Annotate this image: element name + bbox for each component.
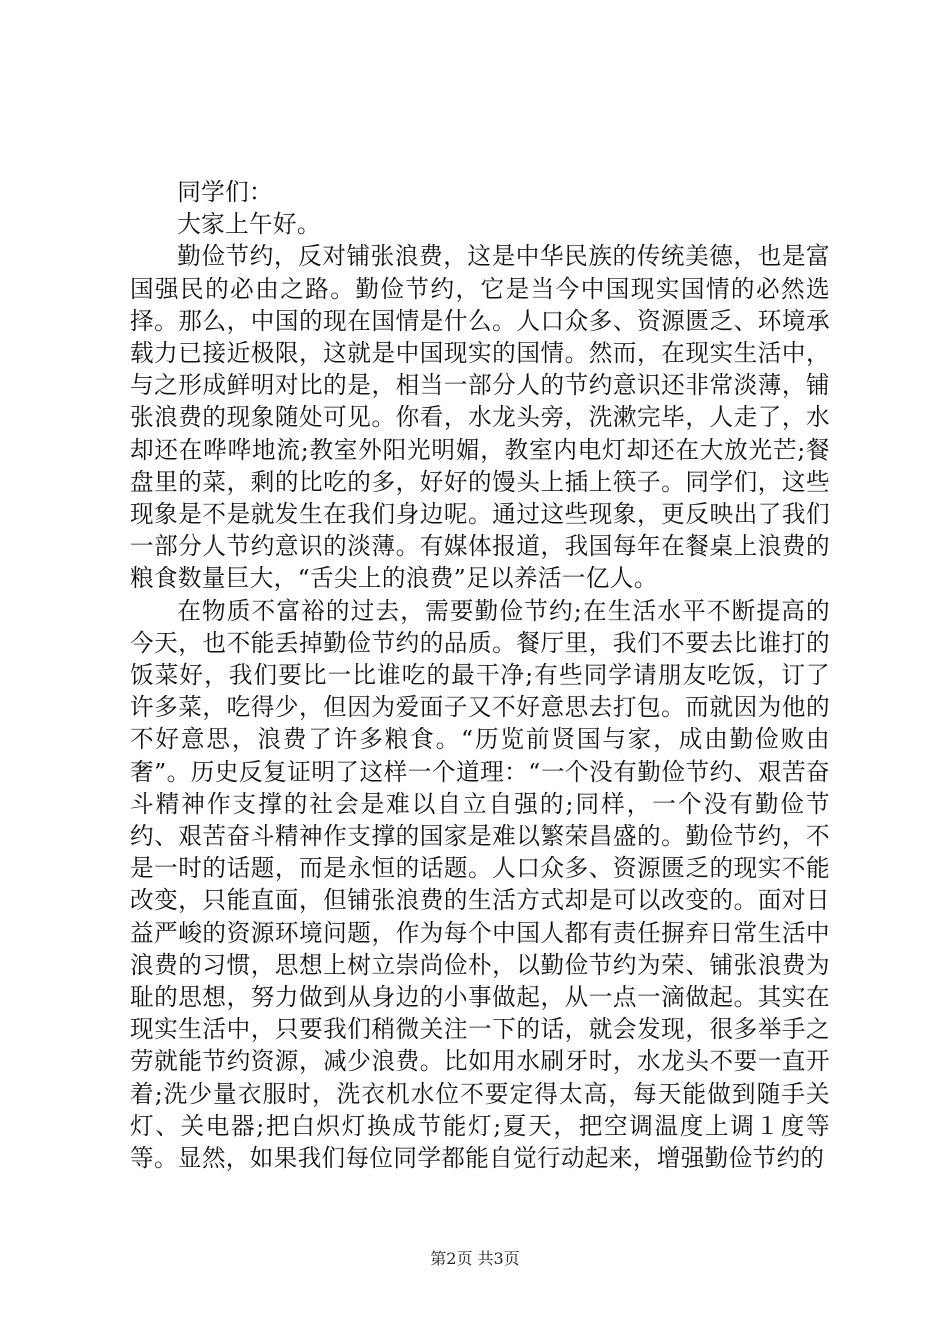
document-body (130, 176, 830, 1174)
body-paragraph-2: 在物质不富裕的过去，需要勤俭节约;在生活水平不断提高的今天，也不能丢掉勤俭节约的品质。餐厅里，我们不要去比谁打的饭菜好，我们要比一比谁吃的最干净;有些同学请朋友吃饭，订了许多菜，吃得少，但因为爱面子又不好意思去打包。而就因为他的不好意思，浪费了许多粮食。“历览前贤国与家，成由勤俭败由奢”。历史反复证明了这样一个道理：“一个没有勤俭节约、艰苦奋斗精神作支撑的社会是难以自立自强的;同样，一个没有勤俭节约、艰苦奋斗精神作支撑的国家是难以繁荣昌盛的。勤俭节约，不是一时的话题，而是永恒的话题。人口众多、资源匮乏的现实不能改变，只能直面，但铺张浪费的生活方式却是可以改变的。面对日益严峻的资源环境问题，作为每个中国人都有责任摒弃日常生活中浪费的习惯，思想上树立崇尚俭朴，以勤俭节约为荣、铺张浪费为耻的思想，努力做到从身边的小事做起，从一点一滴做起。其实在现实生活中，只要我们稍微关注一下的话，就会发现，很多举手之劳就能节约资源，减少浪费。比如用水刷牙时，水龙头不要一直开着;洗少量衣服时，洗衣机水位不要定得太高，每天能做到随手关灯、关电器;把白炽灯换成节能灯;夏天，把空调温度上调１度等等。显然，如果我们每位同学都能自觉行动起来，增强勤俭节约的 (130, 596, 830, 1173)
greeting: 大家上午好。 (177, 210, 321, 239)
body-paragraph-1: 勤俭节约，反对铺张浪费，这是中华民族的传统美德，也是富国强民的必由之路。勤俭节约，它是当今中国现实国情的必然选择。那么，中国的现在国情是什么。人口众多、资源匮乏、环境承载力已接近极限，这就是中国现实的国情。然而，在现实生活中，与之形成鲜明对比的是，相当一部分人的节约意识还非常淡薄，铺张浪费的现象随处可见。你看，水龙头旁，洗漱完毕，人走了，水却还在哗哗地流;教室外阳光明媚，教室内电灯却还在大放光芒;餐盘里的菜，剩的比吃的多，好好的馒头上插上筷子。同学们，这些现象是不是就发生在我们身边呢。通过这些现象，更反映出了我们一部分人节约意识的淡薄。有媒体报道，我国每年在餐桌上浪费的粮食数量巨大，“舌尖上的浪费”足以养活一亿人。 (130, 242, 830, 593)
salutation: 同学们： (177, 178, 273, 206)
page-number: 第2页 共3页 (430, 1249, 520, 1268)
